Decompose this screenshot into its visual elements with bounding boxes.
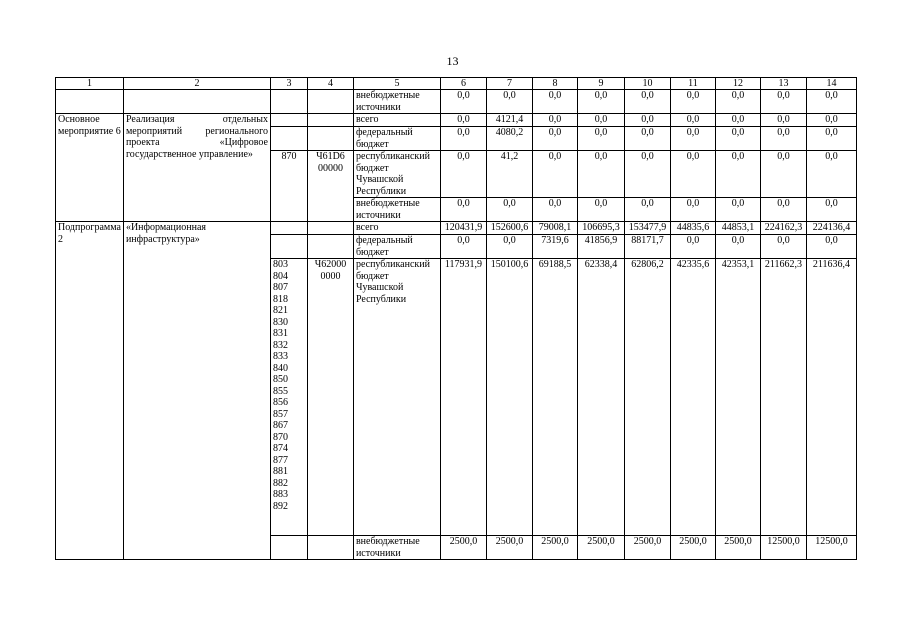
grbs-code: 807 bbox=[272, 282, 288, 293]
value-cell: 0,0 bbox=[670, 90, 715, 114]
header-cell: 8 bbox=[532, 78, 577, 90]
value-cell: 0,0 bbox=[670, 127, 715, 151]
value-cell: 211662,3 bbox=[760, 259, 806, 536]
empty-cell bbox=[270, 127, 307, 151]
grbs-code: 840 bbox=[272, 362, 288, 374]
grbs-code: 882 bbox=[272, 477, 288, 489]
source-cell: республиканский бюджет Чувашской Республики bbox=[353, 259, 440, 536]
value-cell: 0,0 bbox=[715, 114, 760, 127]
header-cell: 6 bbox=[440, 78, 486, 90]
value-cell: 42353,1 bbox=[715, 259, 760, 536]
value-cell: 0,0 bbox=[806, 235, 856, 259]
grbs-code: 870 bbox=[272, 431, 288, 443]
grbs-code: 833 bbox=[272, 351, 288, 362]
value-cell: 0,0 bbox=[760, 235, 806, 259]
value-cell: 0,0 bbox=[670, 114, 715, 127]
value-cell: 2500,0 bbox=[440, 536, 486, 560]
value-cell: 0,0 bbox=[624, 198, 670, 222]
empty-cell bbox=[270, 222, 307, 235]
value-cell: 42335,6 bbox=[670, 259, 715, 536]
value-cell: 0,0 bbox=[577, 114, 624, 127]
value-cell: 2500,0 bbox=[624, 536, 670, 560]
empty-cell bbox=[307, 127, 353, 151]
value-cell: 2500,0 bbox=[670, 536, 715, 560]
value-cell: 0,0 bbox=[715, 127, 760, 151]
source-cell: внебюджетные источники bbox=[353, 536, 440, 560]
value-cell: 79008,1 bbox=[532, 222, 577, 235]
value-cell: 0,0 bbox=[670, 235, 715, 259]
value-cell: 0,0 bbox=[760, 90, 806, 114]
grbs-code: 874 bbox=[272, 443, 288, 454]
value-cell: 2500,0 bbox=[715, 536, 760, 560]
value-cell: 0,0 bbox=[715, 90, 760, 114]
header-cell: 4 bbox=[307, 78, 353, 90]
value-cell: 0,0 bbox=[532, 114, 577, 127]
source-cell: внебюджетные источники bbox=[353, 198, 440, 222]
value-cell: 0,0 bbox=[440, 198, 486, 222]
empty-cell bbox=[270, 114, 307, 127]
value-cell: 41856,9 bbox=[577, 235, 624, 259]
grbs-code: 832 bbox=[272, 339, 288, 351]
header-cell: 2 bbox=[123, 78, 270, 90]
grbs-code: 877 bbox=[272, 454, 288, 466]
value-cell: 0,0 bbox=[577, 151, 624, 198]
value-cell: 224136,4 bbox=[806, 222, 856, 235]
value-cell: 0,0 bbox=[624, 127, 670, 151]
empty-cell bbox=[270, 536, 307, 560]
subprogram-name: Подпрограмма 2 bbox=[56, 222, 124, 560]
header-cell: 1 bbox=[56, 78, 124, 90]
value-cell: 0,0 bbox=[670, 198, 715, 222]
value-cell: 0,0 bbox=[486, 198, 532, 222]
value-cell: 12500,0 bbox=[806, 536, 856, 560]
value-cell: 152600,6 bbox=[486, 222, 532, 235]
value-cell: 0,0 bbox=[440, 90, 486, 114]
value-cell: 106695,3 bbox=[577, 222, 624, 235]
value-cell: 12500,0 bbox=[760, 536, 806, 560]
value-cell: 0,0 bbox=[806, 198, 856, 222]
value-cell: 0,0 bbox=[577, 90, 624, 114]
value-cell: 62338,4 bbox=[577, 259, 624, 536]
subprogram-description: «Информационная инфраструктура» bbox=[123, 222, 270, 560]
value-cell: 41,2 bbox=[486, 151, 532, 198]
value-cell: 2500,0 bbox=[532, 536, 577, 560]
header-cell: 5 bbox=[353, 78, 440, 90]
budget-table bbox=[55, 77, 857, 560]
empty-cell bbox=[307, 235, 353, 259]
value-cell: 0,0 bbox=[440, 151, 486, 198]
value-cell: 0,0 bbox=[624, 114, 670, 127]
value-cell: 0,0 bbox=[624, 90, 670, 114]
grbs-code: 830 bbox=[272, 316, 288, 328]
value-cell: 0,0 bbox=[715, 151, 760, 198]
header-cell: 3 bbox=[270, 78, 307, 90]
grbs-code: 881 bbox=[272, 466, 288, 477]
grbs-code: 892 bbox=[272, 500, 288, 512]
value-cell: 4121,4 bbox=[486, 114, 532, 127]
empty-cell bbox=[307, 222, 353, 235]
grbs-code: 870 bbox=[270, 151, 307, 222]
value-cell: 0,0 bbox=[486, 235, 532, 259]
value-cell: 117931,9 bbox=[440, 259, 486, 536]
header-cell: 14 bbox=[806, 78, 856, 90]
value-cell: 62806,2 bbox=[624, 259, 670, 536]
empty-cell bbox=[123, 90, 270, 114]
source-cell: всего bbox=[353, 222, 440, 235]
grbs-code: 831 bbox=[272, 328, 288, 339]
table-row bbox=[56, 90, 857, 114]
value-cell: 150100,6 bbox=[486, 259, 532, 536]
table-row bbox=[56, 114, 857, 127]
grbs-code: 883 bbox=[272, 489, 288, 500]
value-cell: 0,0 bbox=[715, 198, 760, 222]
empty-cell bbox=[56, 90, 124, 114]
value-cell: 44853,1 bbox=[715, 222, 760, 235]
grbs-code: 804 bbox=[272, 270, 288, 282]
source-cell: республиканский бюджет Чувашской Республики bbox=[353, 151, 440, 198]
empty-cell bbox=[307, 90, 353, 114]
grbs-code: 855 bbox=[272, 385, 288, 397]
header-cell: 13 bbox=[760, 78, 806, 90]
value-cell: 0,0 bbox=[577, 198, 624, 222]
value-cell: 153477,9 bbox=[624, 222, 670, 235]
empty-cell bbox=[270, 90, 307, 114]
target-article-code: Ч61D6 00000 bbox=[307, 151, 353, 222]
header-cell: 10 bbox=[624, 78, 670, 90]
value-cell: 88171,7 bbox=[624, 235, 670, 259]
header-cell: 9 bbox=[577, 78, 624, 90]
value-cell: 2500,0 bbox=[486, 536, 532, 560]
grbs-code: 856 bbox=[272, 397, 288, 408]
grbs-code: 818 bbox=[272, 293, 288, 305]
value-cell: 0,0 bbox=[532, 151, 577, 198]
value-cell: 0,0 bbox=[760, 198, 806, 222]
value-cell: 44835,6 bbox=[670, 222, 715, 235]
value-cell: 211636,4 bbox=[806, 259, 856, 536]
value-cell: 0,0 bbox=[624, 151, 670, 198]
value-cell: 0,0 bbox=[532, 198, 577, 222]
header-cell: 7 bbox=[486, 78, 532, 90]
value-cell: 0,0 bbox=[806, 151, 856, 198]
table-body bbox=[56, 78, 857, 560]
value-cell: 2500,0 bbox=[577, 536, 624, 560]
value-cell: 7319,6 bbox=[532, 235, 577, 259]
value-cell: 224162,3 bbox=[760, 222, 806, 235]
header-row bbox=[56, 78, 857, 90]
value-cell: 69188,5 bbox=[532, 259, 577, 536]
value-cell: 0,0 bbox=[532, 90, 577, 114]
value-cell: 0,0 bbox=[760, 114, 806, 127]
value-cell: 0,0 bbox=[806, 114, 856, 127]
grbs-code: 857 bbox=[272, 408, 288, 420]
program-name: Основное мероприятие 6 bbox=[56, 114, 124, 222]
value-cell: 0,0 bbox=[532, 127, 577, 151]
page-number: 13 bbox=[446, 54, 459, 68]
value-cell: 4080,2 bbox=[486, 127, 532, 151]
program-description: Реализация отдельных мероприятий регионального проекта «Цифровое государственное управление» bbox=[123, 114, 270, 222]
grbs-code: 867 bbox=[272, 420, 288, 431]
source-cell: федеральный бюджет bbox=[353, 127, 440, 151]
value-cell: 0,0 bbox=[440, 127, 486, 151]
value-cell: 0,0 bbox=[440, 235, 486, 259]
header-cell: 12 bbox=[715, 78, 760, 90]
value-cell: 0,0 bbox=[760, 127, 806, 151]
value-cell: 0,0 bbox=[715, 235, 760, 259]
header-cell: 11 bbox=[670, 78, 715, 90]
value-cell: 0,0 bbox=[806, 127, 856, 151]
value-cell: 0,0 bbox=[577, 127, 624, 151]
empty-cell bbox=[307, 114, 353, 127]
grbs-code: 803 bbox=[272, 259, 288, 270]
value-cell: 0,0 bbox=[806, 90, 856, 114]
source-cell: федеральный бюджет bbox=[353, 235, 440, 259]
empty-cell bbox=[307, 536, 353, 560]
source-cell: всего bbox=[353, 114, 440, 127]
grbs-code: 850 bbox=[272, 374, 288, 385]
grbs-code-list bbox=[270, 259, 307, 536]
grbs-code: 821 bbox=[272, 305, 288, 316]
source-cell: внебюджетные источники bbox=[353, 90, 440, 114]
value-cell: 0,0 bbox=[760, 151, 806, 198]
target-article-code: Ч62000 0000 bbox=[307, 259, 353, 536]
table-row bbox=[56, 222, 857, 235]
value-cell: 120431,9 bbox=[440, 222, 486, 235]
value-cell: 0,0 bbox=[670, 151, 715, 198]
empty-cell bbox=[270, 235, 307, 259]
value-cell: 0,0 bbox=[440, 114, 486, 127]
value-cell: 0,0 bbox=[486, 90, 532, 114]
